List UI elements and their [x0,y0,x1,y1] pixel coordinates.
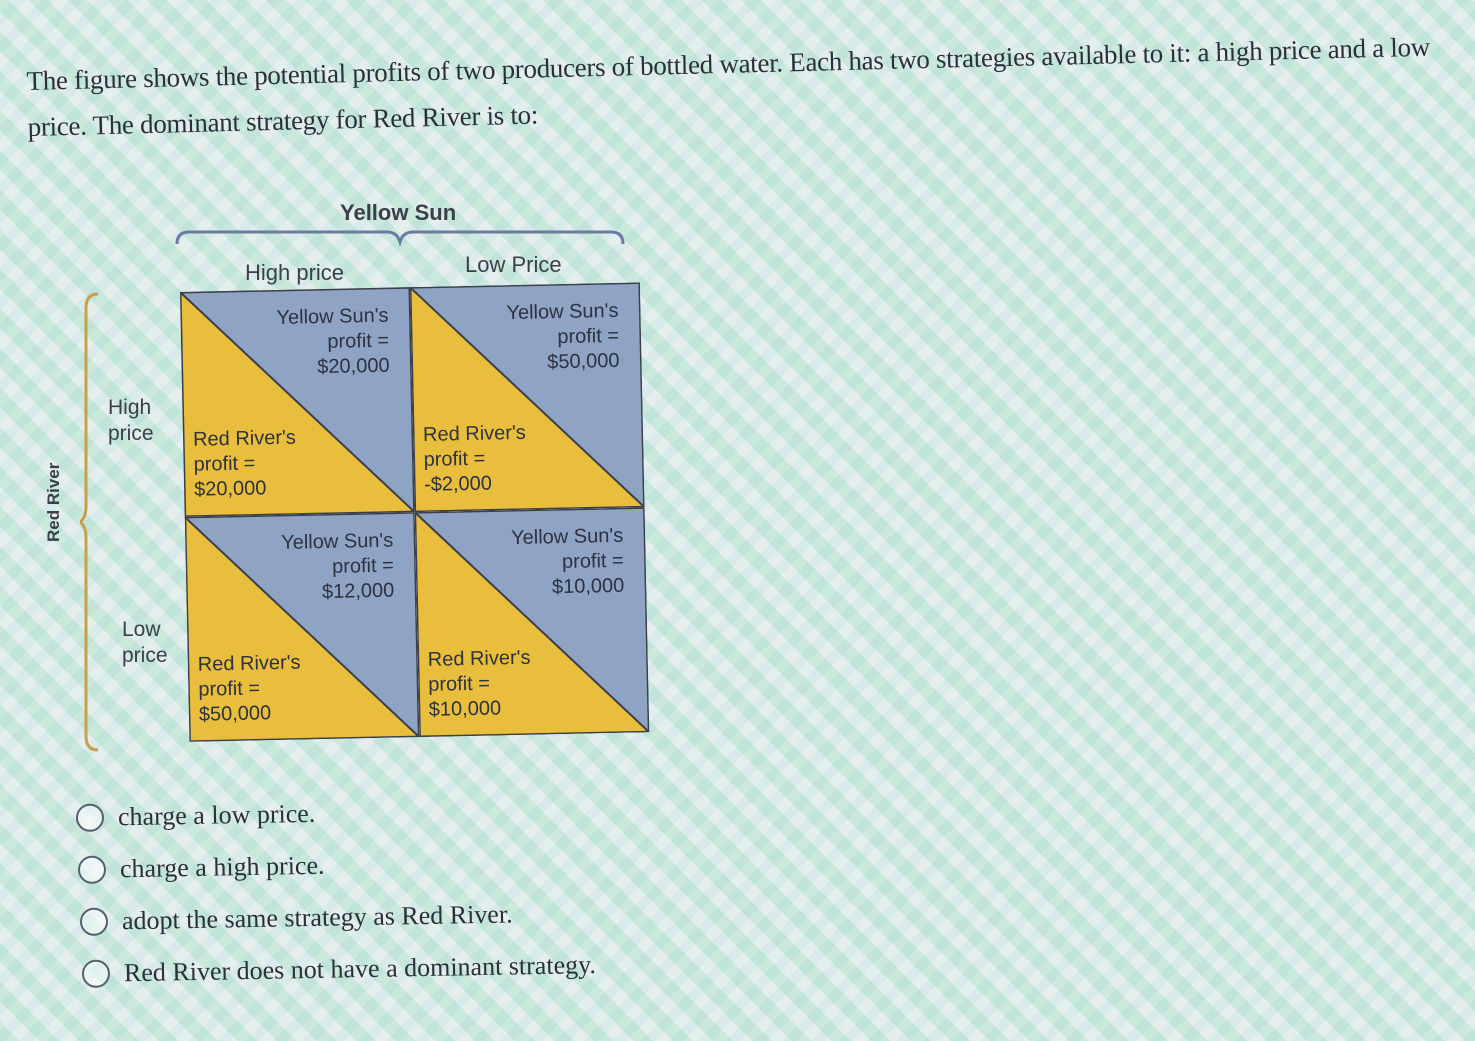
answer-option-1[interactable] [76,783,597,844]
radio-button[interactable] [80,908,108,936]
row-player-label: Red River [44,462,63,542]
answer-options [76,792,596,1000]
cell-low-low [415,507,650,737]
radio-button[interactable] [78,856,106,884]
question-text: The figure shows the potential profits of two producers of bottled water. Each has two strategies available to it: a high price and a low price. The dominant strategy for Red River is to: [26,31,1431,142]
row-strategy-low: Low price [122,618,168,667]
cell-high-high [180,287,415,517]
row-brace [80,292,100,752]
column-strategy-high: High price [245,260,345,285]
payoff-matrix [180,282,649,742]
answer-label[interactable]: Red River does not have a dominant strategy. [123,950,597,988]
red-river-profit: Red River's profit = $10,000 [427,646,531,721]
column-player-label: Yellow Sun [340,200,457,225]
column-strategy-low: Low Price [465,252,562,277]
yellow-sun-profit: Yellow Sun's profit = $20,000 [276,304,390,379]
answer-option-3[interactable] [80,887,597,948]
yellow-sun-profit: Yellow Sun's profit = $10,000 [510,524,625,599]
payoff-matrix-figure [40,192,660,752]
answer-option-2[interactable] [78,835,597,896]
column-brace [175,228,625,246]
answer-label[interactable]: charge a high price. [119,850,325,884]
answer-label[interactable]: adopt the same strategy as Red River. [121,899,513,936]
red-river-profit: Red River's profit = $20,000 [192,426,297,501]
red-river-profit: Red River's profit = -$2,000 [422,421,526,496]
radio-button[interactable] [82,960,110,988]
answer-label[interactable]: charge a low price. [117,798,316,832]
yellow-sun-profit: Yellow Sun's profit = $12,000 [281,529,395,604]
cell-high-low [410,282,645,512]
cell-low-high [185,512,420,742]
red-river-profit: Red River's profit = $50,000 [197,651,301,726]
answer-option-4[interactable] [82,939,597,1000]
row-strategy-high: High price [108,396,154,445]
yellow-sun-profit: Yellow Sun's profit = $50,000 [506,299,620,374]
radio-button[interactable] [76,804,104,832]
